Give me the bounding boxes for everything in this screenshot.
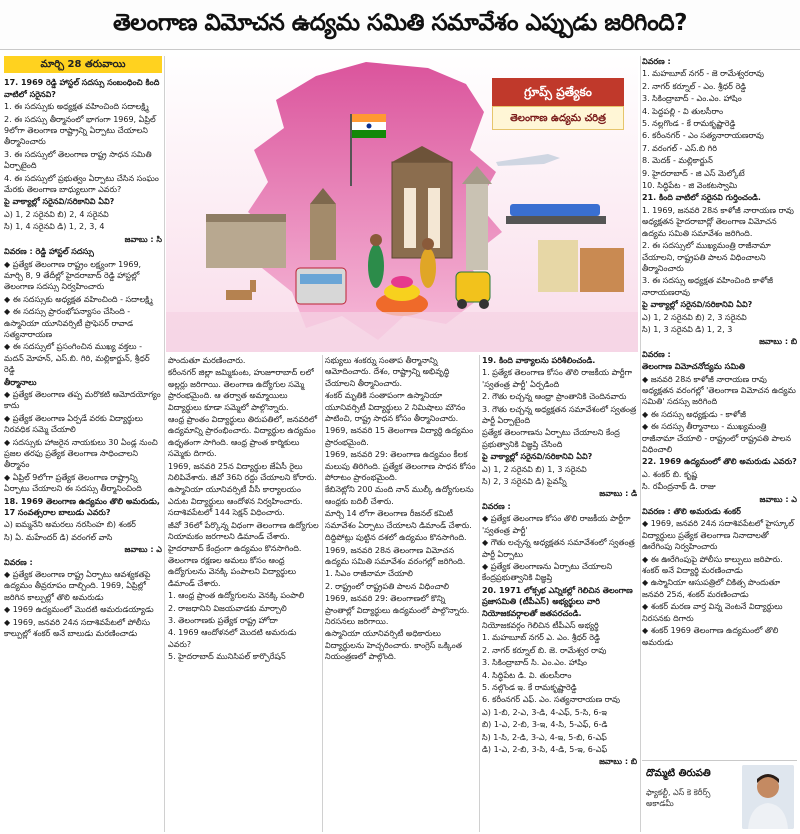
body-paragraph: ◆ ఈ సదస్సులో ప్రసంగించిన ముఖ్య వక్తలు - మదన్ మోహన్, ఎస్.బి. గిరి, మల్లికార్జున్, శ్రీధర్ రెడ్డి: [4, 342, 150, 375]
body-paragraph: ◆ గౌతు లచ్చన్న అధ్యక్షతన సమావేశంలో స్వతంత్ర పార్టీ ఏర్పాటు: [482, 538, 635, 559]
body-paragraph: 4. 1969 ఆందోళనలో మొదటి అమరుడు ఎవరు?: [168, 628, 297, 649]
author-box: [642, 760, 797, 832]
section-header: వివరణ :: [642, 349, 671, 359]
body-paragraph: ◆ 1969 ఉద్యమంలో మొదటి అమరుడయ్యాడు: [4, 605, 154, 615]
body-paragraph: 6. కరీంనగర్ ఎఫ్. ఎం. సత్యనారాయణ రావు: [482, 695, 620, 705]
body-paragraph: సభ్యులు శంకర్ను సంతాప తీర్మానాన్ని ఆమోదించారు. దేశం, రాష్ట్రాన్ని అభివృద్ధి చేయాలని తీర్మానించారు.: [325, 356, 450, 388]
body-paragraph: ◆ 1969, జనవరి 24న సదాశివపేటలో పోలీసు కాల్పుల్లో శంకర్ అనే బాలుడు మరణించాడు: [4, 617, 150, 639]
body-paragraph: ఉస్మానియా యూనివర్సిటీ అధికారులు విద్యార్థులను హెచ్చరించారు. కాంగ్రెస్ ఒక్కింత నియంత్రణలో పాల్గొంది.: [325, 629, 462, 662]
answer-line: జవాబు : బి: [599, 757, 637, 767]
question-text: పై వాక్యాల్లో సరైనవి/సరికానివి ఏవి?: [642, 300, 753, 310]
body-paragraph: 4. పెద్దపల్లి - వి తులసీరాం: [642, 106, 724, 116]
column-3: [325, 355, 477, 832]
body-paragraph: ◆ శంకర్ 1969 తెలంగాణ ఉద్యమంలో తొలి అమరుడు: [642, 626, 779, 647]
badge-subtitle: తెలంగాణ ఉద్యమ చరిత్ర: [492, 106, 624, 130]
column-1: [4, 56, 162, 832]
body-paragraph: 1969, జనవరి 29: తెలంగాణలో కొన్ని ప్రాంతాల్లో విద్యార్థులు ఉద్యమంలో పాల్గొన్నారు. నిరసనలు జరిగాయి.: [325, 594, 470, 626]
person-icon: [742, 765, 794, 829]
body-paragraph: ◆ ప్రత్యేక తెలంగాణ ఏర్పడే వరకు విద్యార్థులు నిరవధిక సమ్మె చేయాలి: [4, 413, 143, 435]
author-name: దొమ్మటి తిరుపతి: [646, 768, 711, 779]
body-paragraph: 2. నాగర్ కర్నూల్ బి. జె. రామేశ్వర రావు: [482, 645, 607, 655]
avatar: [742, 765, 794, 829]
body-paragraph: సి) 1, 4 సరైనవి డి) 1, 2, 3, 4: [4, 222, 105, 232]
body-paragraph: 4. ఈ సదస్సులో ప్రభుత్వం ఏర్పాటు చేసిన సంఘం మేరకు తెలంగాణ బాధ్యులుగా ఎవరు?: [4, 173, 159, 195]
body-paragraph: 10. సిద్ధిపేట - జి వెంకటస్వామి: [642, 181, 738, 191]
badge-title: గ్రూప్స్ ప్రత్యేకం: [492, 78, 624, 106]
section-badge: [492, 78, 624, 138]
body-paragraph: ◆ సదస్సుకు హాజరైన నాయకులు 30 ఏండ్ల నుంచి ప్రజల తరఫు ప్రత్యేక తెలంగాణ సాధించాలని తీర్మానం: [4, 437, 158, 470]
question-text: 19. కింది వాక్యాలను పరిశీలించండి.: [482, 356, 596, 365]
body-paragraph: 2. రాష్ట్రంలో రాష్ట్రపతి పాలన విధించాలి: [325, 581, 450, 591]
body-paragraph: ◆ ఈ సదస్సు అధ్యక్షుడు - కాళోజీ: [642, 409, 746, 419]
body-paragraph: ఎ) ఐమ్మనేని అమరలు నరసింహ బి) శంకర్: [4, 520, 136, 530]
column-4: [482, 355, 637, 832]
column-divider: [322, 355, 323, 832]
body-paragraph: 1. మహబూబ్ నగర్ ఎ. ఎం. శ్రీధర్ రెడ్డి: [482, 633, 600, 643]
page-title: తెలంగాణ విమోచన ఉద్యమ సమితి సమావేశం ఎప్పుడు జరిగింది?: [0, 0, 800, 50]
column-5: [642, 56, 797, 756]
body-paragraph: ఎ) 1-బి, 2-ఎ, 3-డి, 4-ఎఫ్, 5-సి, 6-ఇ: [482, 707, 607, 717]
section-header: వివరణ :: [642, 57, 671, 66]
answer-line: జవాబు : డి: [599, 489, 637, 499]
column-2: [168, 355, 319, 832]
body-paragraph: ◆ ప్రత్యేక తెలంగాణ రాష్ట్ర ఏర్పాటు ఆవశ్యకతపై ఉద్యమం తీవ్రరూపం దాల్చింది. 1969, ఏప్రిల్లో జరిగిన కాల్పుల్లో తొలి అమరుడు: [4, 570, 151, 602]
body-paragraph: 5. హైదరాబాద్ మునిసిపల్ కార్పొరేషన్: [168, 652, 286, 662]
question-text: పై వాక్యాల్లో సరైనవి/సరికానివి ఏవి?: [482, 452, 593, 462]
body-paragraph: 9. హైదరాబాద్ - జి ఎస్ మెల్కోటే: [642, 168, 745, 178]
body-paragraph: ◆ ప్రత్యేక తెలంగాణ రాష్ట్రం లక్ష్యంగా 1969, మార్చి 8, 9 తేదీల్లో హైదరాబాద్ రెడ్డి హాస్టల్లో తెలంగాణ సదస్సు నిర్వహించారు: [4, 259, 142, 292]
body-paragraph: ఆంధ్ర ప్రాంతం విద్యార్థులు తిరుపతిలో, జనవరిలో ఉద్యమాన్ని ప్రారంభించారు. విద్యార్థుల ఉద్యమం ఉధృతంగా సాగింది. ఆంధ్ర ప్రాంత కార్మికులు సమ్మెకు దిగారు.: [168, 415, 317, 459]
body-paragraph: సి) 1, 3 సరైనవి డి) 1, 2, 3: [642, 324, 733, 334]
question-text: 21. కింది వాటిలో సరైనవి గుర్తించండి.: [642, 193, 761, 203]
body-paragraph: ◆ ఈ సదస్సుకు అధ్యక్షత వహించింది - సదాలక్ష్మి: [4, 294, 153, 304]
body-paragraph: ◆ ఉస్మానియా ఆసుపత్రిలో చికిత్స పొందుతూ జనవరి 25న, శంకర్ మరణించాడు: [642, 578, 781, 599]
charminar-tower: [466, 184, 488, 270]
body-paragraph: ◆ ఈ ఊరేగింపుపై పోలీసు కాల్పులు జరిపారు. శంకర్ అనే విద్యార్థి మరణించాడు: [642, 554, 783, 576]
body-paragraph: 2. ఈ సదస్సులో ముఖ్యమంత్రి రాజీనామా చేయాలని, రాష్ట్రపతి పాలన విధించాలని తీర్మానించారు: [642, 241, 771, 273]
body-paragraph: ◆ శంకర్ మరణ వార్త విన్న వెంటనే విద్యార్థులు నిరసనకు దిగారు: [642, 602, 783, 623]
body-paragraph: నియోజకవర్గం గెలిచిన టీపీఎస్ అభ్యర్థి: [482, 620, 599, 630]
body-paragraph: 3. సికింద్రాబాద్ సి. ఎం.ఎం. హాషిం: [482, 658, 587, 668]
body-paragraph: 2. గౌతు లచ్చన్న ఆంధ్రా ప్రాంతానికి చెందినవారు: [482, 392, 627, 402]
body-paragraph: ◆ ప్రత్యేక తెలంగాణ కోసం తొలి రాజకీయ పార్టీగా 'స్వతంత్ర పార్టీ': [482, 514, 631, 535]
section-header: వివరణ :: [482, 501, 511, 511]
body-paragraph: జీవో 36లో పేర్కొన్న విధంగా తెలంగాణ ఉద్యోగుల నియామకం జరగాలని డిమాండ్ చేశారు. హైదరాబాద్ కేంద్రంగా ఉద్యమం కొనసాగింది.: [168, 520, 319, 553]
body-paragraph: దిద్దిపోట్లు పుట్టిన దశలో ఉద్యమం కొనసాగింది.: [325, 533, 467, 543]
body-paragraph: 1. ప్రత్యేక తెలంగాణ కోసం తొలి రాజకీయ పార్టీగా 'స్వతంత్ర పార్టీ' ఏర్పడింది: [482, 368, 632, 389]
body-paragraph: 2. నాగర్ కర్నూల్ - ఎం. శ్రీధర్ రెడ్డి: [642, 81, 747, 91]
question-text: 22. 1969 ఉద్యమంలో తొలి అమరుడు ఎవరు?: [642, 457, 797, 467]
body-paragraph: 2. రాజధానిని విజయవాడకు మార్చాలి: [168, 603, 287, 613]
question-text: 17. 1969 రెడ్డి హాస్టల్ సదస్సు సంబంధించి కింది వాటిలో సరైనవి?: [4, 78, 160, 99]
body-paragraph: సి) ఏ. మహేందర్ డి) వరంగల్ వాసి: [4, 532, 113, 542]
body-paragraph: ప్రత్యేక తెలంగాణను ఏర్పాటు చేయాలని కేంద్ర ప్రభుత్వానికి విజ్ఞప్తి చేసింది: [482, 428, 620, 449]
answer-line: జవాబు : బి: [759, 337, 797, 347]
body-paragraph: 1969, జనవరి 15 తెలంగాణ విద్యార్థి ఉద్యమం ప్రారంభమైంది.: [325, 426, 474, 447]
section-header: వివరణ : రెడ్డి హాస్టల్ సదస్సు: [4, 247, 94, 257]
body-paragraph: మార్చి 14 లోగా తెలంగాణ రీజనల్ కమిటీ సమావేశం ఏర్పాటు చేయాలని డిమాండ్ చేశారు.: [325, 509, 472, 530]
body-paragraph: తెలంగాణ రక్షణల అమలు కోసం ఆంధ్ర ఉద్యోగులను వెనక్కి పంపాలని విద్యార్థులు డిమాండ్ చేశారు.: [168, 555, 297, 588]
body-paragraph: 1. మహబూబ్ నగర్ - జె రామేశ్వరరావు: [642, 69, 764, 79]
body-paragraph: 1. ఆంధ్ర ప్రాంత ఉద్యోగులను వెనక్కి పంపాలి: [168, 591, 305, 601]
body-paragraph: 8. మెదక్ - మల్లికార్జున్: [642, 156, 713, 166]
body-paragraph: 6. కరీంనగర్ - ఎం సత్యనారాయణరావు: [642, 131, 764, 141]
answer-line: జవాబు : సి: [124, 234, 162, 244]
column-1-text: [4, 77, 162, 639]
body-paragraph: ఉస్మానియా యూనివర్సిటీ వీసీ కార్యాలయం ఎదుట విద్యార్థులు ఆందోళన నిర్వహించారు. సదాశివపేటలో 144 సెక్షన్ విధించారు.: [168, 485, 303, 518]
section-header: వివరణ : తొలి అమరుడు శంకర్: [642, 507, 741, 517]
body-paragraph: 5. నల్గొండ ఇ. కే రామకృష్ణారెడ్డి: [482, 682, 577, 692]
body-paragraph: ఎ) 1, 2 సరైనవి బి) 2, 3 సరైనవి: [642, 312, 747, 322]
body-paragraph: పొందుతూ మరణించారు.: [168, 356, 246, 365]
body-paragraph: 3. సికింద్రాబాద్ - ఎం.ఎం. హాషిం: [642, 94, 742, 104]
body-paragraph: కరీంనగర్ జిల్లా జమ్మికుంట, హుజూరాబాద్ లలో అల్లర్లు జరిగాయి. తెలంగాణ ఉద్యోగుల సమ్మె ప్రారంభమైంది. ఆ తర్వాత అమ్మాయిలు విద్యార్థులు కూడా సమ్మెలో పాల్గొన్నారు.: [168, 368, 314, 412]
body-paragraph: ◆ 1969, జనవరి 24న సదాశివపేటలో హైస్కూల్ విద్యార్థులు ప్రత్యేక తెలంగాణ నినాదాలతో ఊరేగింపు నిర్వహించారు: [642, 519, 794, 552]
body-paragraph: 3. ఈ సదస్సు అధ్యక్షత వహించింది కాళోజీ నారాయణరావు: [642, 276, 774, 297]
body-paragraph: 3. తెలంగాణకు ప్రత్యేక రాష్ట్ర హోదా: [168, 615, 278, 625]
gateway-monument: [392, 162, 452, 258]
body-paragraph: సి) 1-సి, 2-డి, 3-ఎ, 4-ఇ, 5-బి, 6-ఎఫ్: [482, 732, 607, 742]
metro-train: [510, 204, 600, 216]
answer-line: జవాబు : ఎ: [759, 494, 797, 504]
question-text: పై వాక్యాల్లో సరైనవి/సరికానివి ఏవి?: [4, 197, 115, 207]
section-header: వివరణ :: [4, 557, 33, 567]
question-text: 20. 1971 లోక్సభ ఎన్నికల్లో గెలిచిన తెలంగాణ ప్రజాసమితి (టీపీఎస్) అభ్యర్థులు వారి నియోజకవర్గాలతో జతపరచండి.: [482, 585, 633, 618]
answer-line: జవాబు : ఎ: [124, 545, 162, 555]
auto-rickshaw: [456, 272, 490, 302]
body-paragraph: 1969, జనవరి 25న విద్యార్థుల జేఏసీ రైలు నిలిపివేశారు. జీవో 36ని రద్దు చేయాలని కోరారు.: [168, 461, 317, 483]
body-paragraph: 3. ఈ సదస్సులో తెలంగాణ రాష్ట్ర సాధన సమితి ఏర్పాటైంది: [4, 149, 152, 171]
body-paragraph: 3. గౌతు లచ్చన్న అధ్యక్షతన సమావేశంలో స్వతంత్ర పార్టీ ఏర్పాటైంది: [482, 404, 637, 426]
body-paragraph: ◆ ఈ సదస్సు తీర్మానాలు - ముఖ్యమంత్రి రాజీనామా చేయాలి - రాష్ట్రంలో రాష్ట్రపతి పాలన విధించాలి: [642, 422, 791, 454]
body-paragraph: ◆ ఈ సదస్సు ప్రారంభోపన్యాసం చేసింది - ఉస్మానియా యూనివర్సిటీ ప్రొఫెసర్ రావాడ సత్యనారాయణ: [4, 307, 134, 339]
column-divider: [640, 56, 641, 832]
body-paragraph: 1969, జనవరి 28న తెలంగాణ విమోచన ఉద్యమ సమితి సమావేశం వరంగల్లో జరిగింది.: [325, 545, 466, 566]
body-paragraph: 4. సిద్ధిపేట డి. వి. తులసీరాం: [482, 670, 572, 680]
body-paragraph: 1. సిఎం రాజీనామా చేయాలి: [325, 569, 413, 579]
column-divider: [164, 56, 165, 832]
body-paragraph: ఎ) 1, 2 సరైనవి బి) 1, 3 సరైనవి: [482, 464, 587, 474]
body-paragraph: కేబినెట్లోని 200 మంది నాన్ ముల్కీ ఉద్యోగులను ఆంధ్రకు బదిలీ చేశారు.: [325, 485, 474, 506]
subheading: తెలంగాణ విమోచనోద్యమ సమితి: [642, 362, 746, 372]
body-paragraph: 1969, జనవరి 29: తెలంగాణ ఉద్యమం కీలక మలుపు తిరిగింది. ప్రత్యేక తెలంగాణ సాధన కోసం పోరాటం ప్రారంభమైంది.: [325, 450, 476, 483]
body-paragraph: ◆ ప్రత్యేక తెలంగాణను ఏర్పాటు చేయాలని కేంద్రప్రభుత్వానికి విజ్ఞప్తి: [482, 561, 613, 583]
body-paragraph: ఎ) 1, 2 సరైనవి బి) 2, 4 సరైనవి: [4, 209, 109, 219]
date-tag: మార్చి 28 తరువాయి: [4, 56, 162, 73]
body-paragraph: ◆ జనవరి 28న కాళోజీ నారాయణ రావు అధ్యక్షతన వరంగల్లో 'తెలంగాణ విమోచన ఉద్యమ సమితి' సదస్సు జరిగింది: [642, 374, 796, 407]
body-paragraph: ◆ ఏప్రిల్ 9లోగా ప్రత్యేక తెలంగాణ రాష్ట్రాన్ని ఏర్పాటు చేయాలని ఈ సదస్సు తీర్మానించింది: [4, 472, 142, 494]
body-paragraph: శంకర్ మృతికి సంతాపంగా ఉస్మానియా యూనివర్సిటీ విద్యార్థులు 2 నిమిషాలు మౌనం పాటించి, రాష్ట్ర సాధన కోసం తీర్మానించారు.: [325, 391, 466, 424]
body-paragraph: సి) 2, 3 సరైనవి డి) పైవన్నీ: [482, 477, 567, 487]
section-header: తీర్మానాలు: [4, 377, 37, 387]
body-paragraph: 7. వరంగల్ - ఎస్.బి గిరి: [642, 143, 717, 153]
body-paragraph: సి. రవీంద్రనాథ్ డి. రాజు: [642, 482, 716, 492]
body-paragraph: 5. నల్లగొండ - కే రామకృష్ణారెడ్డి: [642, 119, 736, 129]
column-divider: [479, 355, 480, 832]
body-paragraph: 1. 1969, జనవరి 28న కాళోజీ నారాయణ రావు అధ్యక్షతన హైదరాబాద్లో తెలంగాణ విమోచన ఉద్యమ సమితి సమావేశం జరిగింది.: [642, 205, 794, 238]
body-paragraph: డి) 1-ఎ, 2-బి, 3-సి, 4-డి, 5-ఇ, 6-ఎఫ్: [482, 745, 608, 754]
author-role: ఫ్యాకల్టీ, ఎస్ కె కెరీర్స్ అకాడమీ: [646, 788, 711, 808]
body-paragraph: ◆ ప్రత్యేక తెలంగాణ తప్ప మరొకటి ఆమోదయోగ్యం కాదు: [4, 389, 161, 411]
body-paragraph: 1. ఈ సదస్సుకు అధ్యక్షత వహించింది సదాలక్ష్మి: [4, 102, 149, 112]
body-paragraph: 2. ఈ సదస్సు తీర్మానంలో భాగంగా 1969, ఏప్రిల్ 9లోగా తెలంగాణ రాష్ట్రాన్ని ఏర్పాటు చేయాలని తీర్మానించారు: [4, 114, 156, 147]
body-paragraph: బి) 1-ఎ, 2-బి, 3-ఇ, 4-సి, 5-ఎఫ్, 6-డి: [482, 720, 608, 730]
question-text: 18. 1969 తెలంగాణ ఉద్యమం తొలి అమరుడు, 17 సంవత్సరాల బాలుడు ఎవరు?: [4, 496, 160, 518]
body-paragraph: ఎ. శంకర్ బి. కృష్ణ: [642, 469, 698, 479]
